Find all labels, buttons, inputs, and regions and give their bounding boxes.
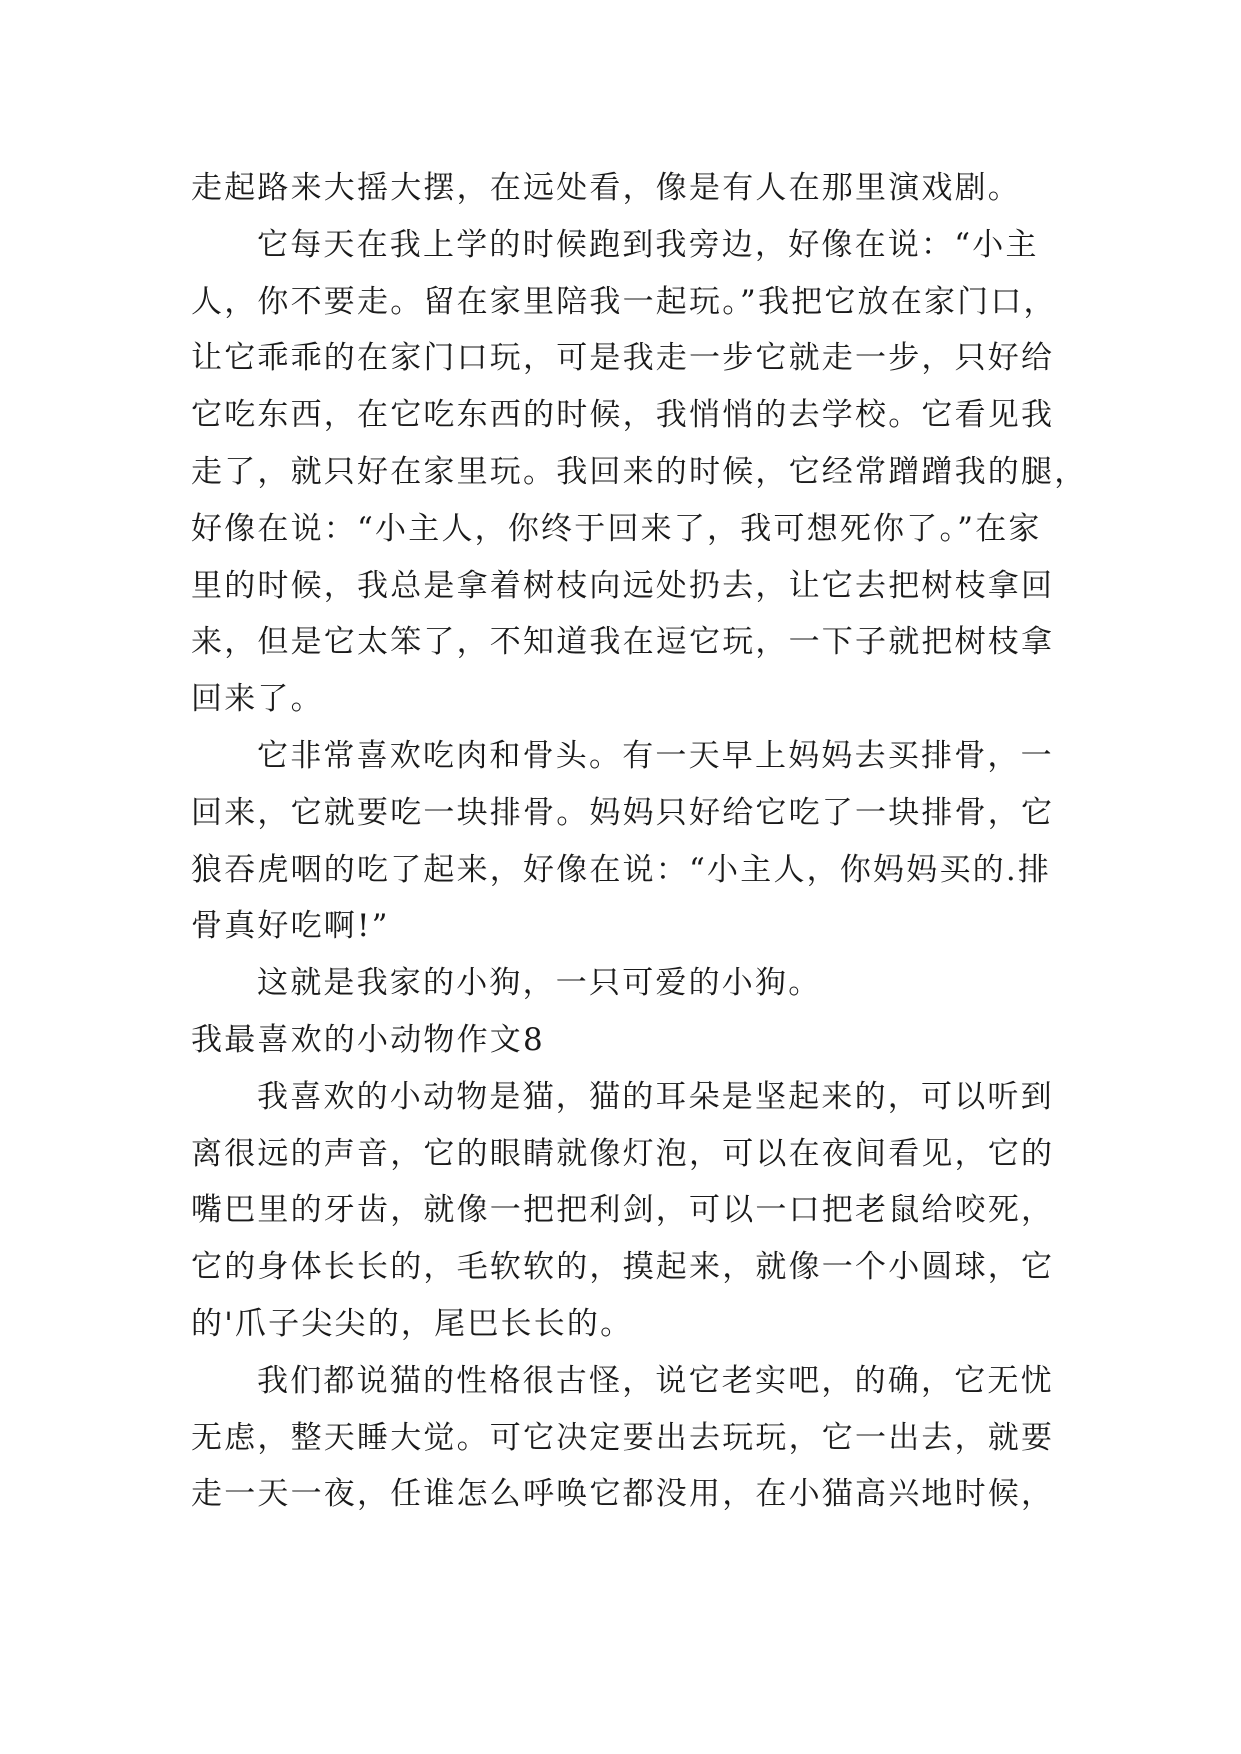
- text-line: 让它乖乖的在家门口玩，可是我走一步它就走一步，只好给: [191, 340, 1055, 377]
- text-line: 它的身体长长的，毛软软的，摸起来，就像一个小圆球，它: [191, 1249, 1055, 1286]
- paragraph-start-line: 它每天在我上学的时候跑到我旁边，好像在说：“小主: [257, 226, 1039, 263]
- text-line: 它吃东西，在它吃东西的时候，我悄悄的去学校。它看见我: [191, 397, 1055, 434]
- text-line: 狼吞虎咽的吃了起来，好像在说：“小主人，你妈妈买的.排: [191, 851, 1052, 888]
- document-body: [191, 160, 1088, 1523]
- text-line: 骨真好吃啊!”: [191, 908, 390, 945]
- text-line: 无虑，整天睡大觉。可它决定要出去玩玩，它一出去，就要: [191, 1419, 1055, 1456]
- text-line: 离很远的声音，它的眼睛就像灯泡，可以在夜间看见，它的: [191, 1135, 1055, 1172]
- text-line: 好像在说：“小主人，你终于回来了，我可想死你了。”在家: [191, 510, 1042, 547]
- text-line: 的'爪子尖尖的，尾巴长长的。: [191, 1305, 634, 1342]
- text-line: 回来，它就要吃一块排骨。妈妈只好给它吃了一块排骨，它: [191, 794, 1055, 831]
- paragraph-start-line: 这就是我家的小狗，一只可爱的小狗。: [257, 965, 822, 1002]
- text-line: 走起路来大摇大摆，在远处看，像是有人在那里演戏剧。: [191, 170, 1021, 206]
- text-line: 走了，就只好在家里玩。我回来的时候，它经常蹭蹭我的腿，: [191, 453, 1088, 490]
- text-line: 人，你不要走。留在家里陪我一起玩。”我把它放在家门口，: [191, 283, 1057, 320]
- paragraph-start-line: 我们都说猫的性格很古怪，说它老实吧，的确，它无忧: [257, 1362, 1054, 1399]
- text-line: 回来了。: [191, 681, 324, 718]
- section-heading: 我最喜欢的小动物作文8: [191, 1021, 545, 1058]
- paragraph-start-line: 我喜欢的小动物是猫，猫的耳朵是坚起来的，可以听到: [257, 1078, 1054, 1115]
- text-line: 走一天一夜，任谁怎么呼唤它都没用，在小猫高兴地时候，: [191, 1476, 1055, 1513]
- text-line: 嘴巴里的牙齿，就像一把把利剑，可以一口把老鼠给咬死，: [191, 1192, 1055, 1229]
- text-line: 来，但是它太笨了，不知道我在逗它玩，一下子就把树枝拿: [191, 624, 1055, 661]
- text-line: 里的时候，我总是拿着树枝向远处扔去，让它去把树枝拿回: [191, 567, 1055, 604]
- paragraph-start-line: 它非常喜欢吃肉和骨头。有一天早上妈妈去买排骨，一: [257, 737, 1054, 774]
